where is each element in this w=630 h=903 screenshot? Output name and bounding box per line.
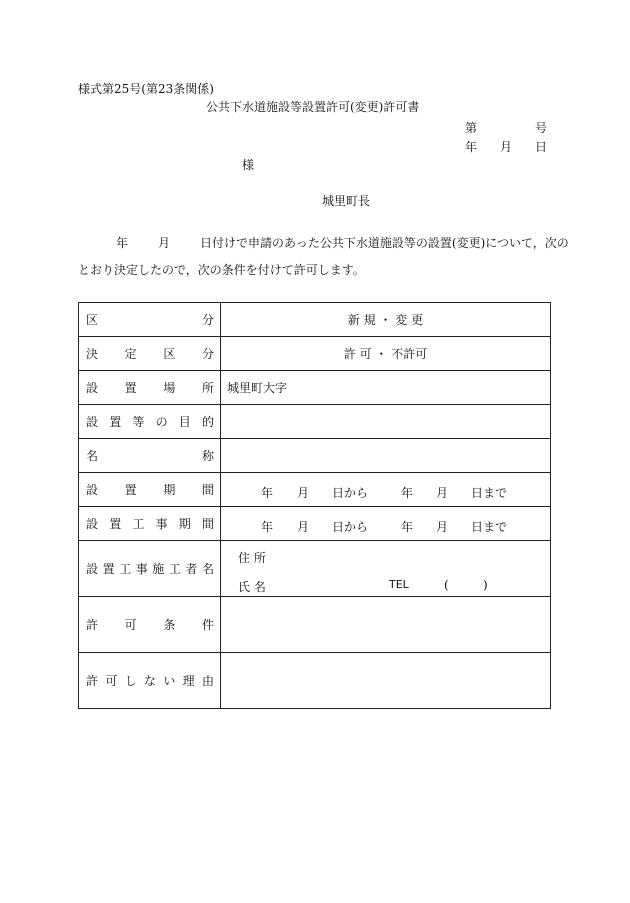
label-char: 設 (86, 562, 99, 576)
row-label (79, 653, 221, 709)
row-value (221, 405, 551, 439)
label-mokuteki (86, 413, 214, 430)
body-line-1 (78, 237, 569, 249)
label-char: 置 (109, 517, 122, 531)
addressee-suffix: 様 (242, 158, 255, 172)
label-char: 可 (124, 618, 137, 632)
date-month: 月 (500, 140, 513, 154)
period-year-to: 年 (401, 520, 414, 534)
period-value (221, 507, 551, 541)
period-to: 日まで (471, 486, 508, 500)
label-char: 事 (155, 517, 168, 531)
table-row (79, 473, 551, 507)
label-char: 名 (86, 449, 99, 463)
number-dai: 第 (465, 121, 478, 135)
label-char: 工 (119, 562, 132, 576)
label-koji-kikan (86, 515, 214, 532)
label-char: 的 (201, 415, 214, 429)
label-char: 許 (86, 674, 99, 688)
form-number: 様式第25号(第23条関係) (78, 82, 214, 96)
label-char: 分 (201, 313, 214, 327)
table-row (79, 303, 551, 337)
period-value (221, 473, 551, 507)
period-year-to: 年 (401, 486, 414, 500)
label-char: 場 (163, 381, 176, 395)
row-value: 許 可 ・ 不許可 (221, 337, 551, 371)
label-char: 者 (185, 562, 198, 576)
label-char: 工 (132, 517, 145, 531)
table-row (79, 507, 551, 541)
contractor-tel-label: TEL (389, 578, 409, 591)
label-char: し (124, 674, 137, 688)
row-label (79, 405, 221, 439)
contractor-paren-close: ) (483, 578, 488, 592)
row-label (79, 337, 221, 371)
label-char: い (163, 674, 176, 688)
label-char: 称 (201, 449, 214, 463)
label-sekosha (86, 560, 214, 577)
label-char: 等 (132, 415, 145, 429)
label-char: 理 (182, 674, 195, 688)
label-char: 条 (163, 618, 176, 632)
table-row (79, 371, 551, 405)
label-char: 区 (163, 347, 176, 361)
label-char: 間 (201, 517, 214, 531)
date-year: 年 (465, 140, 478, 154)
label-char: 期 (178, 517, 191, 531)
table-row (79, 405, 551, 439)
label-meisho (86, 447, 214, 464)
row-label (79, 541, 221, 597)
body-line-2: とおり決定したので，次の条件を付けて許可します。 (78, 263, 365, 277)
period-month-to: 月 (436, 486, 449, 500)
row-label (79, 597, 221, 653)
number-go: 号 (535, 121, 548, 135)
contractor-value (221, 541, 551, 597)
contractor-name-label: 氏 名 (238, 580, 266, 594)
label-char: 事 (135, 562, 148, 576)
table-row (79, 337, 551, 371)
label-joken (86, 616, 214, 633)
period-year-from: 年 (261, 520, 274, 534)
label-char: 設 (86, 381, 99, 395)
label-kettei (86, 345, 214, 362)
label-char: 設 (86, 483, 99, 497)
label-char: 設 (86, 415, 99, 429)
table-row (79, 653, 551, 709)
body-year: 年 (116, 236, 129, 250)
label-char: 間 (201, 483, 214, 497)
label-char: 施 (152, 562, 165, 576)
label-riyu (86, 672, 214, 689)
label-char: 許 (86, 618, 99, 632)
label-char: 目 (178, 415, 191, 429)
row-label (79, 439, 221, 473)
label-char: 工 (168, 562, 181, 576)
label-char: 分 (201, 347, 214, 361)
period-from: 日から (332, 520, 369, 534)
row-value: 城里町大字 (221, 371, 551, 405)
label-char: 期 (163, 483, 176, 497)
row-value: 新 規 ・ 変 更 (221, 303, 551, 337)
date-day: 日 (535, 140, 548, 154)
body-month: 月 (158, 236, 171, 250)
label-char: 置 (102, 562, 115, 576)
label-kikan (86, 481, 214, 498)
row-label (79, 371, 221, 405)
period-month-from: 月 (297, 486, 310, 500)
period-month-from: 月 (297, 520, 310, 534)
label-char: 件 (201, 618, 214, 632)
label-char: 所 (201, 381, 214, 395)
label-char: 設 (86, 517, 99, 531)
label-char: 決 (86, 347, 99, 361)
conditions-value (221, 597, 551, 653)
period-year-from: 年 (261, 486, 274, 500)
row-label (79, 473, 221, 507)
row-label (79, 303, 221, 337)
permit-table (78, 302, 551, 709)
table-row (79, 439, 551, 473)
table-row (79, 541, 551, 597)
label-char: 由 (201, 674, 214, 688)
label-char: 置 (109, 415, 122, 429)
label-char: 定 (124, 347, 137, 361)
label-char: 置 (124, 483, 137, 497)
label-char: 置 (124, 381, 137, 395)
label-char: 区 (86, 313, 99, 327)
period-month-to: 月 (436, 520, 449, 534)
label-basho (86, 379, 214, 396)
label-kubun (86, 311, 214, 328)
label-char: の (155, 415, 168, 429)
contractor-address-label: 住 所 (238, 551, 266, 565)
document-title: 公共下水道施設等設置許可(変更)許可書 (206, 100, 420, 114)
period-from: 日から (332, 486, 369, 500)
contractor-paren-open: ( (444, 578, 449, 592)
row-value (221, 439, 551, 473)
issuer: 城里町長 (322, 194, 371, 208)
refusal-value (221, 653, 551, 709)
row-label (79, 507, 221, 541)
label-char: 名 (201, 562, 214, 576)
body-line-1-text: 日付けで申請のあった公共下水道施設等の設置(変更)について，次の (200, 236, 569, 250)
label-char: 可 (105, 674, 118, 688)
table-row (79, 597, 551, 653)
period-to: 日まで (471, 520, 508, 534)
label-char: な (143, 674, 156, 688)
